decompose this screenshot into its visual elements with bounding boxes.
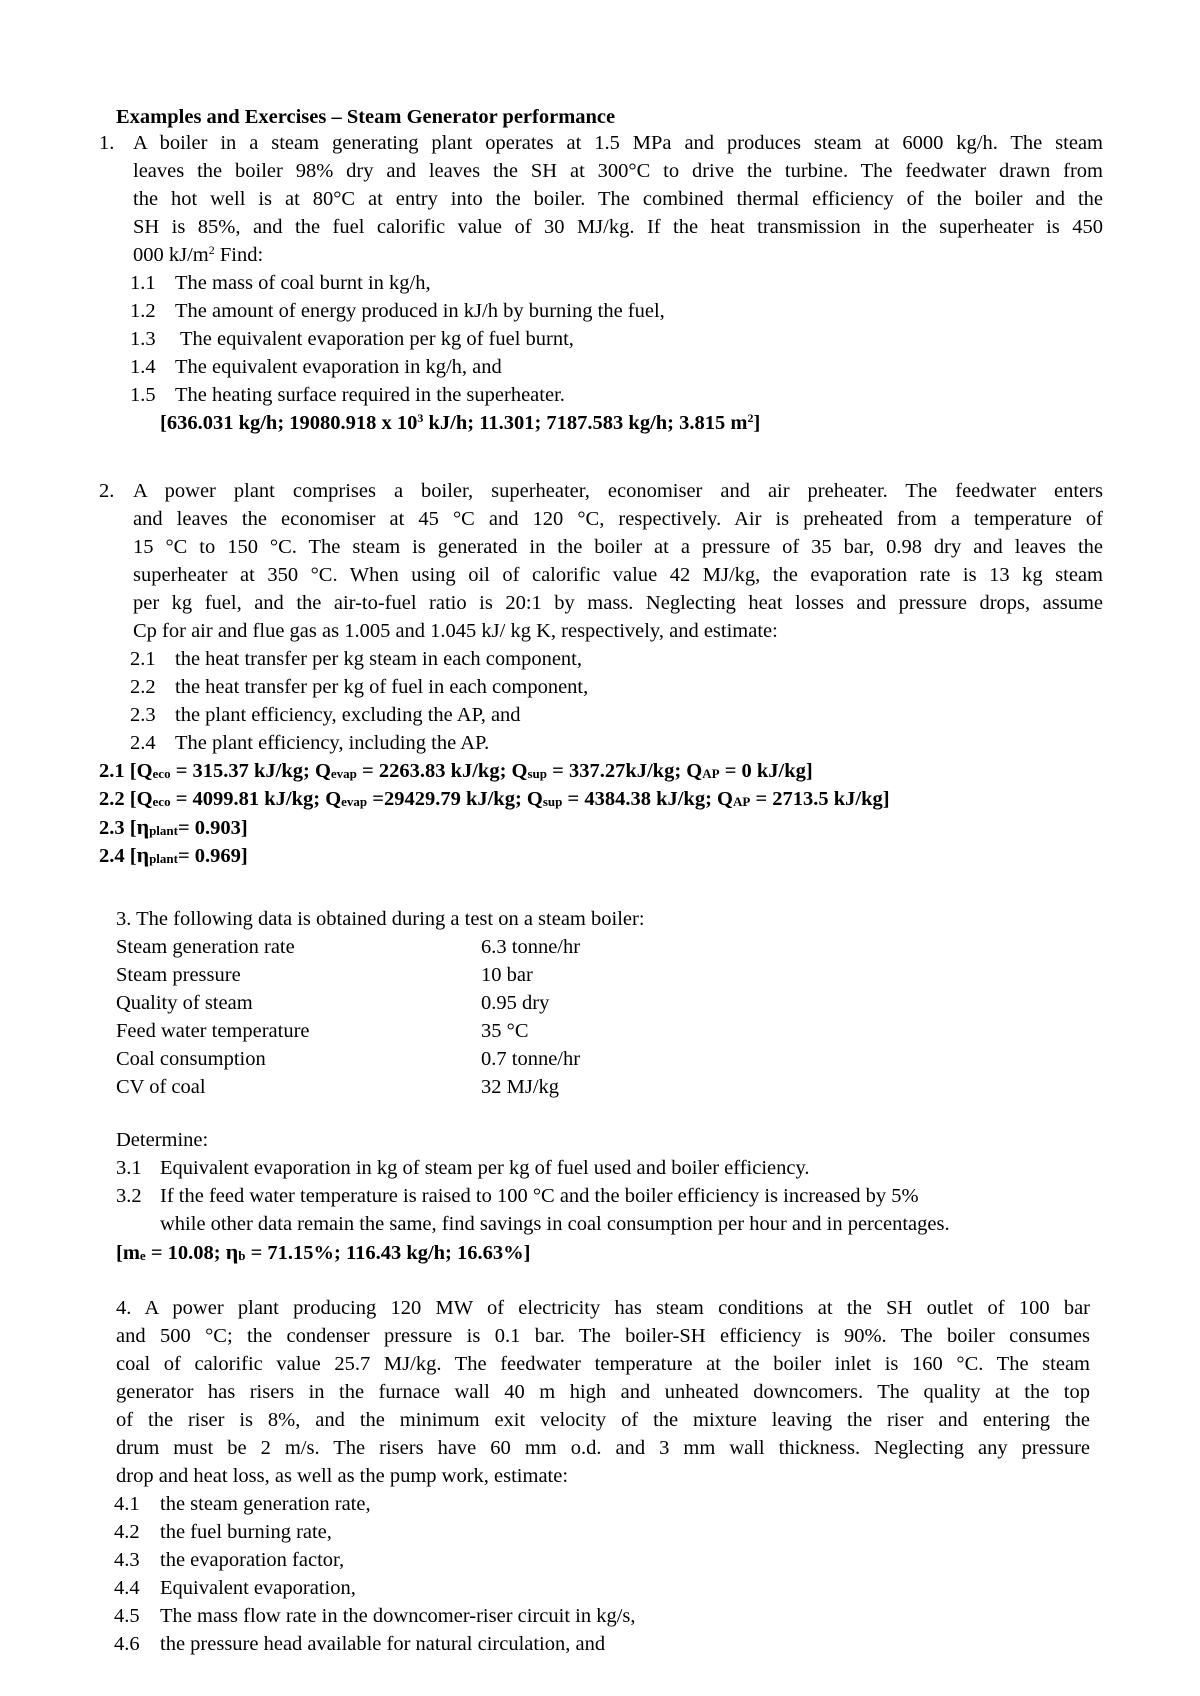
q3-table-key: Feed water temperature [116,1020,310,1042]
q2-item-number: 2.3 [130,704,156,726]
q1-line: leaves the boiler 98% dry and leaves the SH at 300°C to drive the turbine. The feedwater drawn from [133,160,1103,182]
q2-answer-2-3: 2.3 [ηplant= 0.903] [99,814,248,839]
q4-item-number: 4.4 [114,1577,140,1599]
q2-number: 2. [99,480,115,502]
q1-item-text: The equivalent evaporation in kg/h, and [175,356,502,378]
q2-item-text: the heat transfer per kg steam in each component, [175,648,582,670]
q1-item-number: 1.4 [130,356,156,378]
q4-line: drop and heat loss, as well as the pump work, estimate: [116,1465,569,1487]
q2-item-number: 2.1 [130,648,156,670]
q3-item-number: 3.1 [116,1157,142,1179]
q2-answer-2-2: 2.2 [Qeco = 4099.81 kJ/kg; Qevap =29429.79 kJ/kg; Qsup = 4384.38 kJ/kg; QAP = 2713.5 kJ/kg] [99,788,890,810]
q2-answer-2-4: 2.4 [ηplant= 0.969] [99,842,248,867]
q2-item-text: the plant efficiency, excluding the AP, and [175,704,521,726]
q4-line: 4. A power plant producing 120 MW of electricity has steam conditions at the SH outlet of 100 bar [116,1297,1090,1319]
q4-item-text: The mass flow rate in the downcomer-riser circuit in kg/s, [160,1605,636,1627]
q4-item-text: the evaporation factor, [160,1549,345,1571]
q3-table-key: Coal consumption [116,1048,266,1070]
q4-item-text: the steam generation rate, [160,1493,371,1515]
q2-line: 15 °C to 150 °C. The steam is generated in the boiler at a pressure of 35 bar, 0.98 dry and leaves the [133,536,1103,558]
q3-item-text-cont: while other data remain the same, find savings in coal consumption per hour and in percentages. [160,1213,950,1235]
q4-item-text: the pressure head available for natural circulation, and [160,1633,606,1655]
q3-item-number: 3.2 [116,1185,142,1207]
q3-table-value: 0.7 tonne/hr [481,1048,581,1070]
q3-table-value: 6.3 tonne/hr [481,936,581,958]
q1-line: the hot well is at 80°C at entry into the boiler. The combined thermal efficiency of the boiler and the [133,188,1103,210]
q1-answer: [636.031 kg/h; 19080.918 x $10^3$ kJ/h; 11.301; 7187.583 kg/h; 3.815 $m^2$] [160,411,761,434]
q1-item-text: The mass of coal burnt in kg/h, [175,272,431,294]
q3-determine: Determine: [116,1129,209,1151]
q4-item-number: 4.6 [114,1633,140,1655]
q3-item-text: If the feed water temperature is raised to 100 °C and the boiler efficiency is increased by 5% [160,1185,919,1207]
q2-line: A power plant comprises a boiler, superheater, economiser and air preheater. The feedwater enters [133,480,1103,502]
q4-item-number: 4.5 [114,1605,140,1627]
q1-line: 000 $kJ/m^2$ Find: [133,243,264,266]
q3-intro: 3. The following data is obtained during a test on a steam boiler: [116,908,645,930]
q3-table-key: Steam pressure [116,964,241,986]
q1-item-text: The heating surface required in the superheater. [175,384,565,406]
q4-item-number: 4.1 [114,1493,140,1515]
q4-line: of the riser is 8%, and the minimum exit velocity of the mixture leaving the riser and entering the [116,1409,1090,1431]
q4-item-text: the fuel burning rate, [160,1521,332,1543]
q4-line: generator has risers in the furnace wall 40 m high and unheated downcomers. The quality at the top [116,1381,1090,1403]
q2-answer-2-1: 2.1 [Qeco = 315.37 kJ/kg; Qevap = 2263.83 kJ/kg; Qsup = 337.27kJ/kg; QAP = 0 kJ/kg] [99,760,813,782]
q1-item-number: 1.2 [130,300,156,322]
q2-line: Cp for air and flue gas as 1.005 and 1.045 kJ/ kg K, respectively, and estimate: [133,620,778,642]
q3-table-key: Quality of steam [116,992,253,1014]
q2-item-number: 2.4 [130,732,156,754]
q3-item-text: Equivalent evaporation in kg of steam per kg of fuel used and boiler efficiency. [160,1157,810,1179]
page-title: Examples and Exercises – Steam Generator performance [116,106,616,128]
q3-table-value: 10 bar [481,964,533,986]
q1-item-number: 1.1 [130,272,156,294]
q1-item-number: 1.5 [130,384,156,406]
q4-item-number: 4.3 [114,1549,140,1571]
q2-line: per kg fuel, and the air-to-fuel ratio is 20:1 by mass. Neglecting heat losses and pressure drops, assume [133,592,1103,614]
q4-item-number: 4.2 [114,1521,140,1543]
q3-table-value: 35 °C [481,1020,529,1042]
q3-table-key: Steam generation rate [116,936,295,958]
q2-item-text: the heat transfer per kg of fuel in each component, [175,676,589,698]
q2-item-number: 2.2 [130,676,156,698]
q2-line: superheater at 350 °C. When using oil of calorific value 42 MJ/kg, the evaporation rate is 13 kg steam [133,564,1103,586]
q4-item-text: Equivalent evaporation, [160,1577,356,1599]
q3-table-value: 0.95 dry [481,992,550,1014]
q4-line: drum must be 2 m/s. The risers have 60 mm o.d. and 3 mm wall thickness. Neglecting any pressure [116,1437,1090,1459]
q4-line: and 500 °C; the condenser pressure is 0.1 bar. The boiler-SH efficiency is 90%. The boiler consumes [116,1325,1090,1347]
q1-line: SH is 85%, and the fuel calorific value of 30 MJ/kg. If the heat transmission in the superheater is 450 [133,216,1103,238]
q1-line: A boiler in a steam generating plant operates at 1.5 MPa and produces steam at 6000 kg/h. The steam [133,132,1103,154]
q3-answer: [me = 10.08; ηb = 71.15%; 116.43 kg/h; 16.63%] [116,1239,531,1264]
q1-item-text: The amount of energy produced in kJ/h by burning the fuel, [175,300,665,322]
q2-line: and leaves the economiser at 45 °C and 120 °C, respectively. Air is preheated from a temperature of [133,508,1103,530]
q1-item-number: 1.3 [130,328,156,350]
q1-number: 1. [99,132,115,154]
q3-table-key: CV of coal [116,1076,206,1098]
q1-item-text: The equivalent evaporation per kg of fuel burnt, [180,328,574,350]
q2-item-text: The plant efficiency, including the AP. [175,732,490,754]
q4-line: coal of calorific value 25.7 MJ/kg. The feedwater temperature at the boiler inlet is 160 °C. The steam [116,1353,1090,1375]
q3-table-value: 32 MJ/kg [481,1076,560,1098]
